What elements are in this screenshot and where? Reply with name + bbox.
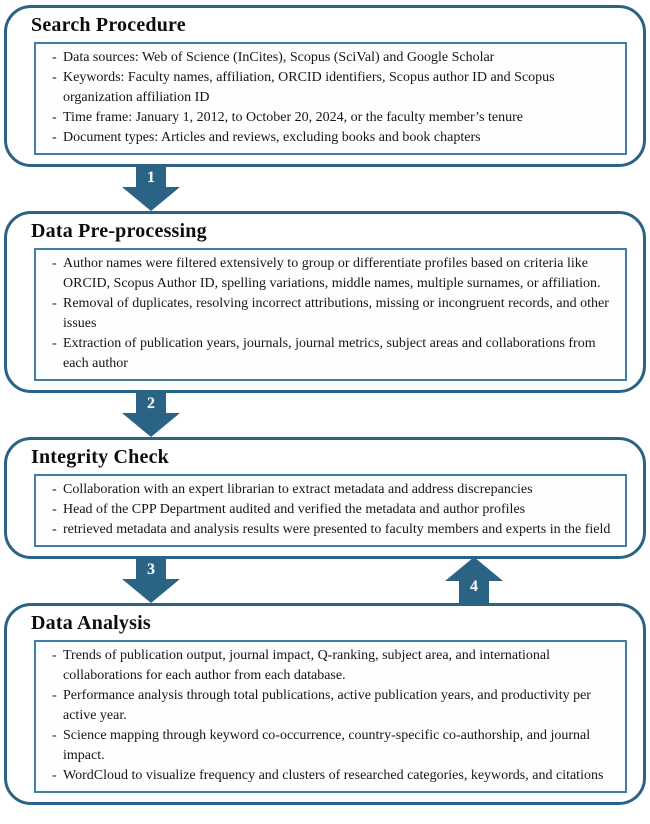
step-items-panel <box>34 248 627 381</box>
bullet-dash: - <box>52 336 57 351</box>
flow-arrow-down-2 <box>122 393 180 437</box>
arrow-step-number: 2 <box>147 395 155 412</box>
arrow-head-down-icon <box>122 413 180 437</box>
arrow-step-number: 1 <box>147 169 155 186</box>
bullet-dash: - <box>52 522 57 537</box>
arrow-head-down-icon <box>122 187 180 211</box>
list-item-text: Data sources: Web of Science (InCites), Scopus (SciVal) and Google Scholar <box>63 50 495 65</box>
list-item <box>46 766 619 786</box>
list-item <box>46 686 619 726</box>
step-title-data-analysis: Data Analysis <box>31 612 151 634</box>
step-items-panel <box>34 640 627 793</box>
bullet-dash: - <box>52 502 57 517</box>
flow-arrow-down-1 <box>122 167 180 211</box>
bullet-dash: - <box>52 296 57 311</box>
flow-arrow-up-4 <box>445 559 503 603</box>
list-item <box>46 254 619 294</box>
bullet-dash: - <box>52 768 57 783</box>
bullet-dash: - <box>52 256 57 271</box>
list-item <box>46 68 619 108</box>
list-item-text: Time frame: January 1, 2012, to October 20, 2024, or the faculty member’s tenure <box>63 110 523 125</box>
bullet-dash: - <box>52 728 57 743</box>
flow-box-data-analysis <box>4 603 646 805</box>
bullet-dash: - <box>52 110 57 125</box>
step-items-panel <box>34 42 627 155</box>
list-item-text: Document types: Articles and reviews, excluding books and book chapters <box>63 130 481 145</box>
flow-box-search-procedure <box>4 5 646 167</box>
bullet-dash: - <box>52 482 57 497</box>
bullet-dash: - <box>52 130 57 145</box>
list-item-text: Collaboration with an expert librarian to extract metadata and address discrepancies <box>63 482 533 497</box>
list-item-text: Keywords: Faculty names, affiliation, ORCID identifiers, Scopus author ID and Scopus organization affiliation ID <box>63 70 555 105</box>
flow-arrow-down-3 <box>122 559 180 603</box>
bullet-dash: - <box>52 70 57 85</box>
list-item <box>46 128 619 148</box>
flow-box-integrity-check <box>4 437 646 559</box>
list-item <box>46 294 619 334</box>
list-item-text: Performance analysis through total publications, active publication years, and productivity per active year. <box>63 688 591 723</box>
step-title-integrity-check: Integrity Check <box>31 446 169 468</box>
list-item <box>46 480 619 500</box>
list-item-text: Extraction of publication years, journals, journal metrics, subject areas and collaborations from each author <box>63 336 596 371</box>
list-item-text: WordCloud to visualize frequency and clusters of researched categories, keywords, and citations <box>63 768 604 783</box>
list-item <box>46 48 619 68</box>
bullet-dash: - <box>52 648 57 663</box>
list-item-text: Science mapping through keyword co-occurrence, country-specific co-authorship, and journal impact. <box>63 728 591 763</box>
list-item-text: Head of the CPP Department audited and verified the metadata and author profiles <box>63 502 526 517</box>
connector-row-1 <box>4 167 646 211</box>
flow-box-data-pre-processing <box>4 211 646 393</box>
list-item <box>46 646 619 686</box>
list-item <box>46 500 619 520</box>
list-item-text: retrieved metadata and analysis results were presented to faculty members and experts in the field <box>63 522 611 537</box>
step-items-panel <box>34 474 627 547</box>
arrow-head-down-icon <box>122 579 180 603</box>
bullet-dash: - <box>52 50 57 65</box>
list-item <box>46 726 619 766</box>
connector-row-2 <box>4 393 646 437</box>
list-item-text: Author names were filtered extensively to group or differentiate profiles based on criteria like ORCID, Scopus Author ID, spelling variations, middle names, multiple surnames, or affiliation. <box>63 256 601 291</box>
step-title-search-procedure: Search Procedure <box>31 14 186 36</box>
arrow-step-number: 4 <box>470 578 478 595</box>
bullet-dash: - <box>52 688 57 703</box>
list-item <box>46 108 619 128</box>
connector-row-3 <box>4 559 646 603</box>
list-item-text: Trends of publication output, journal impact, Q-ranking, subject area, and international collaborations for each author from each database. <box>63 648 551 683</box>
arrow-step-number: 3 <box>147 561 155 578</box>
list-item <box>46 334 619 374</box>
list-item-text: Removal of duplicates, resolving incorrect attributions, missing or incongruent records, and other issues <box>63 296 609 331</box>
step-title-data-pre-processing: Data Pre-processing <box>31 220 207 242</box>
list-item <box>46 520 619 540</box>
